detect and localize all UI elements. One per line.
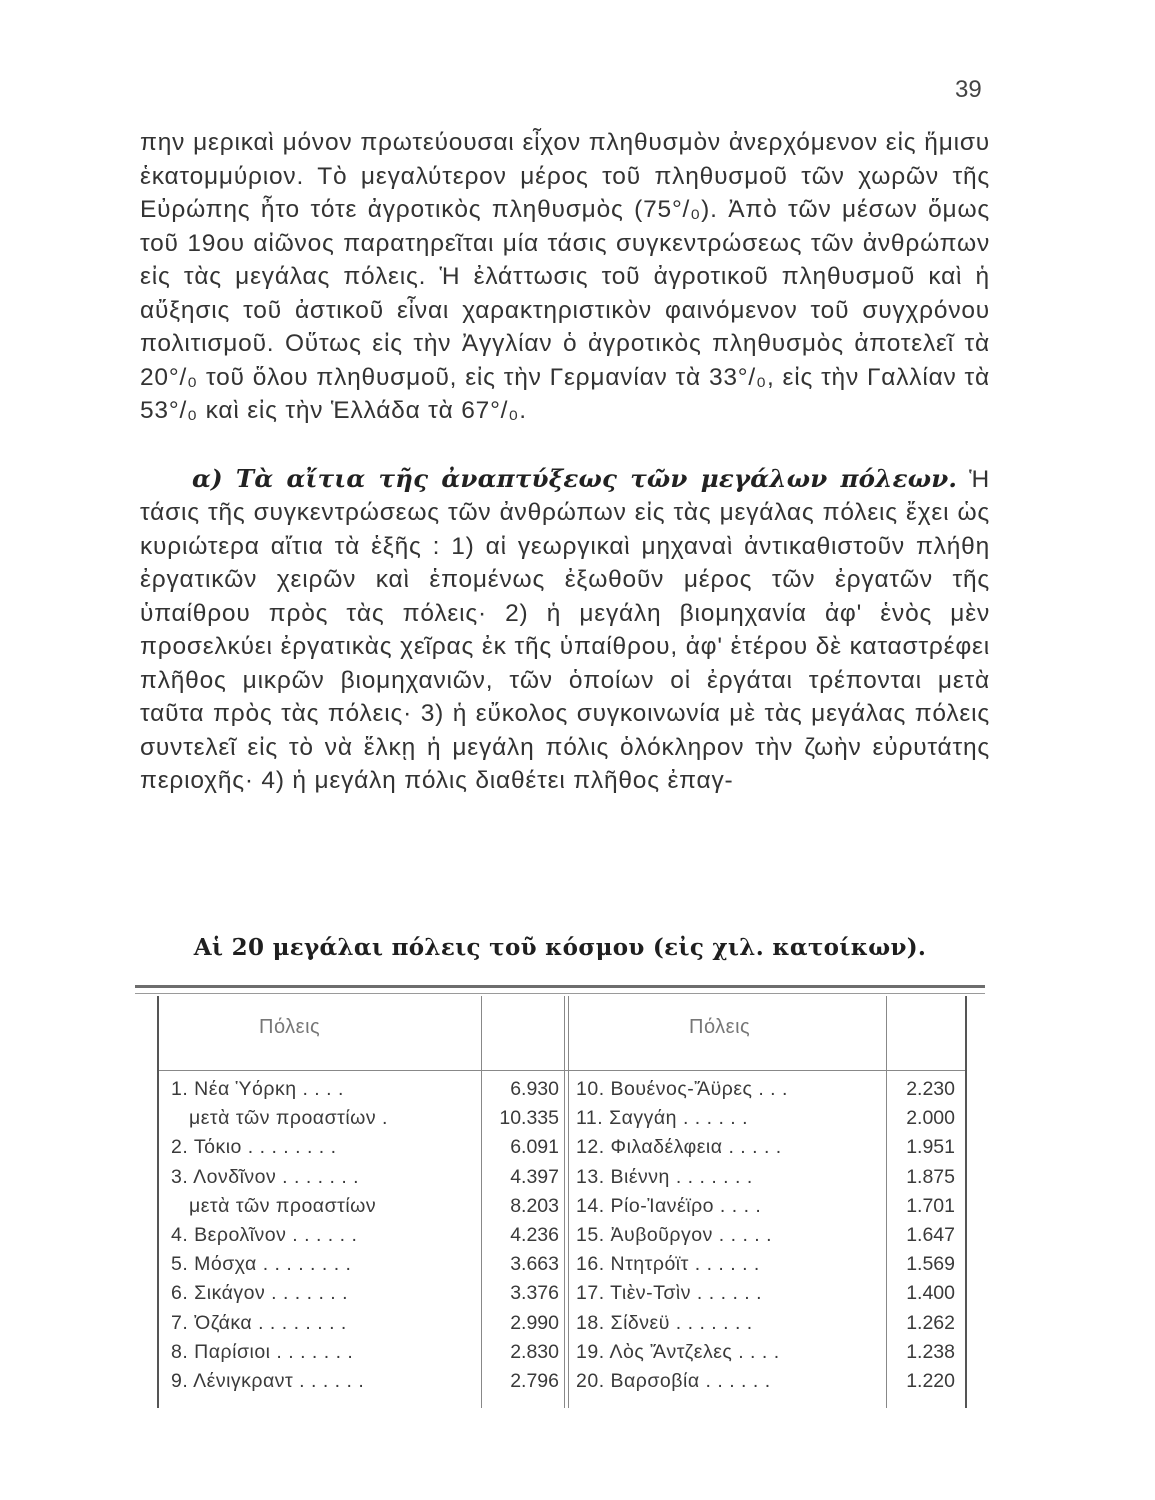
right-city-cell: 10. Βουένος-Ἄϋρες . . . — [576, 1078, 788, 1100]
left-value-cell: 4.397 — [510, 1165, 559, 1188]
left-value-cell: 3.663 — [510, 1253, 559, 1276]
left-value-cell: 6.091 — [510, 1136, 559, 1159]
table-row — [159, 1134, 965, 1163]
table-row — [159, 1076, 965, 1105]
table-header-rule — [159, 1070, 965, 1071]
left-city-cell: 8. Παρίσιοι . . . . . . . — [171, 1340, 354, 1363]
left-city-cell: 7. Ὀζάκα . . . . . . . . — [171, 1311, 347, 1334]
table-row — [159, 1368, 965, 1397]
table-row — [159, 1280, 965, 1309]
right-value-cell: 2.000 — [906, 1107, 955, 1130]
table-rows — [159, 1076, 965, 1397]
section-heading: α) Τὰ αἴτια τῆς ἀναπτύξεως τῶν μεγάλων πόλεων. — [192, 463, 958, 493]
table-row — [159, 1339, 965, 1368]
table-row — [159, 1193, 965, 1222]
section-text: Ἡ τάσις τῆς συγκεντρώσεως τῶν ἀνθρώπων εἰς τὰς μεγάλας πόλεις ἔχει ὡς κυριώτερα αἴτια τὰ ἑξῆς : 1) αἱ γεωργικαὶ μηχαναὶ ἀντικαθιστοῦν πλήθη ἐργατικῶν χειρῶν καὶ ἑπομένως ἐξωθοῦν μέρος τῶν ἐργατῶν τῆς ὑπαίθρου πρὸς τὰς πόλεις· 2) ἡ μεγάλη βιομηχανία ἀφ' ἑνὸς μὲν προσελκύει ἐργατικὰς χεῖρας ἐκ τῆς ὑπαίθρου, ἀφ' ἑτέρου δὲ καταστρέφει πλῆθος μικρῶν βιομηχανιῶν, τῶν ὁποίων οἱ ἐργάται τρέπονται μετὰ ταῦτα πρὸς τὰς πόλεις· 3) ἡ εὔκολος συγκοινωνία μὲ τὰς μεγάλας πόλεις συντελεῖ εἰς τὸ νὰ ἕλκῃ ἡ μεγάλη πόλις ὁλόκληρον τὴν ζωὴν εὐρυτάτης περιοχῆς· 4) ἡ μεγάλη πόλις διαθέτει πλῆθος ἐπαγ- — [140, 465, 991, 794]
table-caption: Αἱ 20 μεγάλαι πόλεις τοῦ κόσμου (εἰς χιλ. κατοίκων). — [193, 934, 927, 961]
left-city-cell: 6. Σικάγον . . . . . . . — [171, 1282, 349, 1305]
cities-table — [157, 996, 967, 1408]
right-city-cell: 14. Ρίο-Ἰανέϊρο . . . . — [576, 1194, 762, 1217]
caption-rule — [135, 985, 985, 988]
left-city-cell: μετὰ τῶν προαστίων — [189, 1194, 377, 1217]
right-value-cell: 1.701 — [906, 1194, 955, 1217]
right-value-cell: 1.220 — [906, 1369, 955, 1392]
right-city-cell: 20. Βαρσοβία . . . . . . — [576, 1369, 771, 1392]
right-city-cell: 18. Σίδνεϋ . . . . . . . — [576, 1311, 753, 1334]
left-value-cell: 3.376 — [510, 1282, 559, 1305]
paragraph-1: πην μερικαὶ μόνον πρωτεύουσαι εἶχον πληθυσμὸν ἀνερχόμενον εἰς ἥμισυ ἑκατομμύριον. Τὸ μεγαλύτερον μέρος τοῦ πληθυσμοῦ τῶν χωρῶν τῆς Εὐρώπης ἦτο τότε ἀγροτικὸς πληθυσμὸς (75°/₀). Ἀπὸ τῶν μέσων ὅμως τοῦ 19ου αἰῶνος παρατηρεῖται μία τάσις συγκεντρώσεως τῶν ἀνθρώπων εἰς τὰς μεγάλας πόλεις. Ἡ ἐλάττωσις τοῦ ἀγροτικοῦ πληθυσμοῦ καὶ ἡ αὔξησις τοῦ ἀστικοῦ εἶναι χαρακτηριστικὸν φαινόμενον τοῦ συγχρόνου πολιτισμοῦ. Οὕτως εἰς τὴν Ἀγγλίαν ὁ ἀγροτικὸς πληθυσμὸς ἀποτελεῖ τὰ 20°/₀ τοῦ ὅλου πληθυσμοῦ, εἰς τὴν Γερμανίαν τὰ 33°/₀, εἰς τὴν Γαλλίαν τὰ 53°/₀ καὶ εἰς τὴν Ἑλλάδα τὰ 67°/₀. — [140, 129, 990, 424]
page-number: 39 — [955, 76, 982, 103]
right-city-cell: 13. Βιέννη . . . . . . . — [576, 1165, 753, 1188]
left-value-cell: 8.203 — [510, 1194, 559, 1217]
right-value-cell: 1.262 — [906, 1311, 955, 1334]
right-city-cell: 11. Σαγγάη . . . . . . — [576, 1107, 749, 1130]
left-value-cell: 10.335 — [499, 1107, 559, 1130]
left-value-cell: 6.930 — [510, 1078, 559, 1100]
caption-rule-thin — [135, 993, 985, 994]
left-value-cell: 2.990 — [510, 1311, 559, 1334]
left-city-cell: 2. Τόκιο . . . . . . . . — [171, 1136, 337, 1159]
section-paragraph — [140, 462, 990, 798]
left-value-cell: 4.236 — [510, 1223, 559, 1246]
table-row — [159, 1251, 965, 1280]
right-value-cell: 1.400 — [906, 1282, 955, 1305]
left-city-cell: 4. Βερολῖνον . . . . . . — [171, 1223, 358, 1246]
right-city-cell: 19. Λὸς Ἄντζελες . . . . — [576, 1340, 780, 1363]
right-value-cell: 1.875 — [906, 1165, 955, 1188]
table-row — [159, 1310, 965, 1339]
left-city-cell: 5. Μόσχα . . . . . . . . — [171, 1253, 352, 1276]
column-header-cities-left: Πόλεις — [259, 1016, 321, 1038]
right-city-cell: 15. Ἀυβοῦργον . . . . . — [576, 1223, 773, 1246]
left-city-cell: 9. Λένιγκραντ . . . . . . — [171, 1369, 365, 1392]
table-row — [159, 1105, 965, 1134]
left-value-cell: 2.796 — [510, 1369, 559, 1392]
right-city-cell: 17. Τιὲν-Τσὶν . . . . . . — [576, 1282, 763, 1305]
right-city-cell: 12. Φιλαδέλφεια . . . . . — [576, 1136, 782, 1159]
right-value-cell: 1.951 — [906, 1136, 955, 1159]
left-value-cell: 2.830 — [510, 1340, 559, 1363]
left-city-cell: 1. Νέα Ὑόρκη . . . . — [171, 1078, 344, 1100]
right-value-cell: 2.230 — [906, 1078, 955, 1100]
table-row — [159, 1164, 965, 1193]
column-header-cities-right: Πόλεις — [689, 1016, 751, 1038]
table-row — [159, 1222, 965, 1251]
left-city-cell: μετὰ τῶν προαστίων . — [189, 1107, 388, 1130]
right-value-cell: 1.647 — [906, 1223, 955, 1246]
right-value-cell: 1.569 — [906, 1253, 955, 1276]
right-value-cell: 1.238 — [906, 1340, 955, 1363]
right-city-cell: 16. Ντητρόϊτ . . . . . . — [576, 1253, 760, 1276]
left-city-cell: 3. Λονδῖνον . . . . . . . — [171, 1165, 360, 1188]
body-text — [140, 126, 990, 798]
